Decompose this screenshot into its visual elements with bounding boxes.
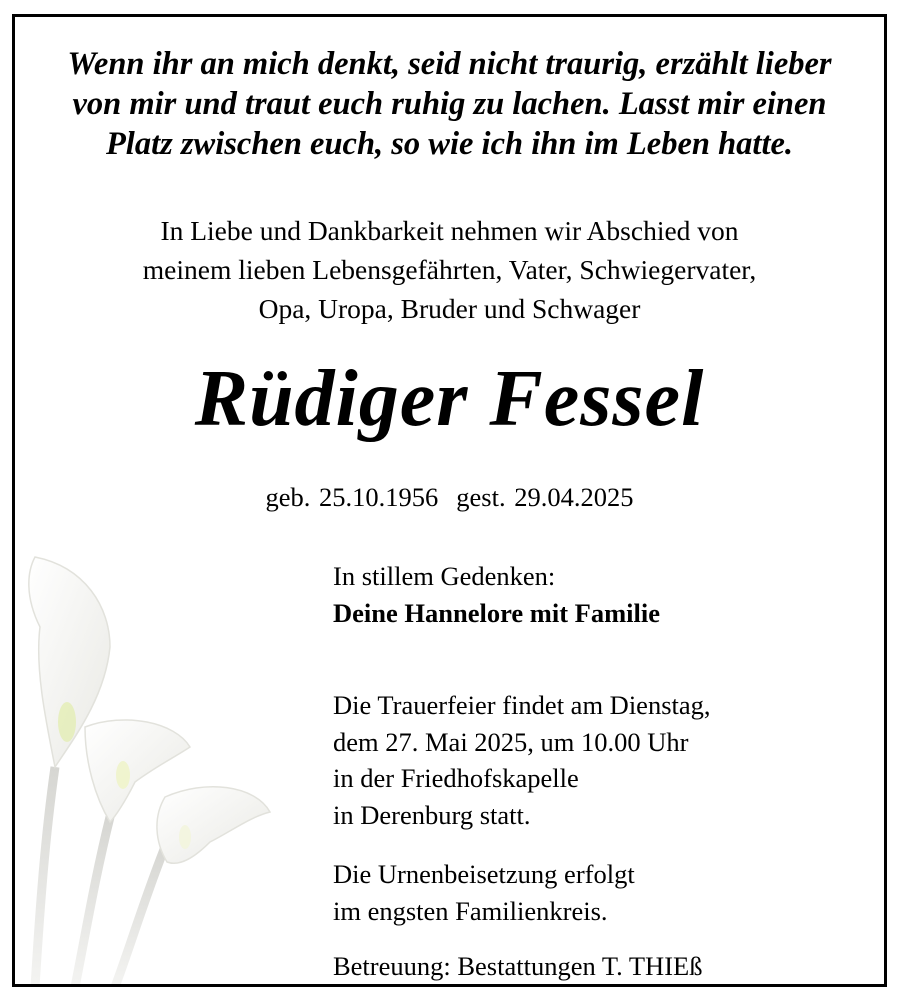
- motto-line: Platz zwischen euch, so wie ich ihn im Leben hatte.: [105, 126, 794, 162]
- death-date: gest. 29.04.2025: [456, 482, 634, 512]
- mourners-names: Deine Hannelore mit Familie: [333, 597, 661, 628]
- life-dates: [15, 480, 884, 514]
- lily-spadix: [116, 761, 130, 789]
- funeral-info: [333, 687, 711, 833]
- intro-line: Opa, Uropa, Bruder und Schwager: [258, 293, 641, 324]
- intro-line: meinem lieben Lebensgefährten, Vater, Schwiegervater,: [142, 254, 757, 285]
- motto-line: Wenn ihr an mich denkt, seid nicht traurig, erzählt lieber: [67, 46, 832, 82]
- calla-lily-illustration: [15, 517, 305, 987]
- funeral-line: Die Trauerfeier findet am Dienstag,: [333, 690, 711, 720]
- funeral-line: in Derenburg statt.: [333, 799, 531, 830]
- urn-line: Die Urnenbeisetzung erfolgt: [333, 859, 635, 889]
- deceased-name: Rüdiger Fessel: [194, 355, 705, 443]
- obituary-frame: [12, 14, 887, 987]
- stem: [115, 847, 165, 987]
- funeral-home-credit: [333, 948, 702, 985]
- urn-line: im engsten Familienkreis.: [333, 895, 608, 926]
- funeral-line: dem 27. Mai 2025, um 10.00 Uhr: [333, 726, 689, 757]
- mourners-heading: In stillem Gedenken:: [333, 561, 556, 591]
- lily-spadix: [58, 702, 76, 742]
- motto-quote: [15, 44, 884, 164]
- mourners-block: [333, 558, 660, 631]
- intro-text: [15, 211, 884, 328]
- motto-line: von mir und traut euch ruhig zu lachen. Lasst mir einen: [72, 86, 827, 122]
- intro-line: In Liebe und Dankbarkeit nehmen wir Abschied von: [160, 215, 739, 246]
- lily-spadix: [179, 825, 191, 849]
- stem: [35, 767, 55, 987]
- urn-burial-info: [333, 856, 635, 929]
- funeral-line: in der Friedhofskapelle: [333, 763, 579, 793]
- stem: [75, 817, 110, 987]
- lily-petal: [157, 787, 270, 864]
- birth-date: geb. 25.10.1956: [265, 482, 439, 512]
- care-line: Betreuung: Bestattungen T. THIEß: [333, 951, 703, 981]
